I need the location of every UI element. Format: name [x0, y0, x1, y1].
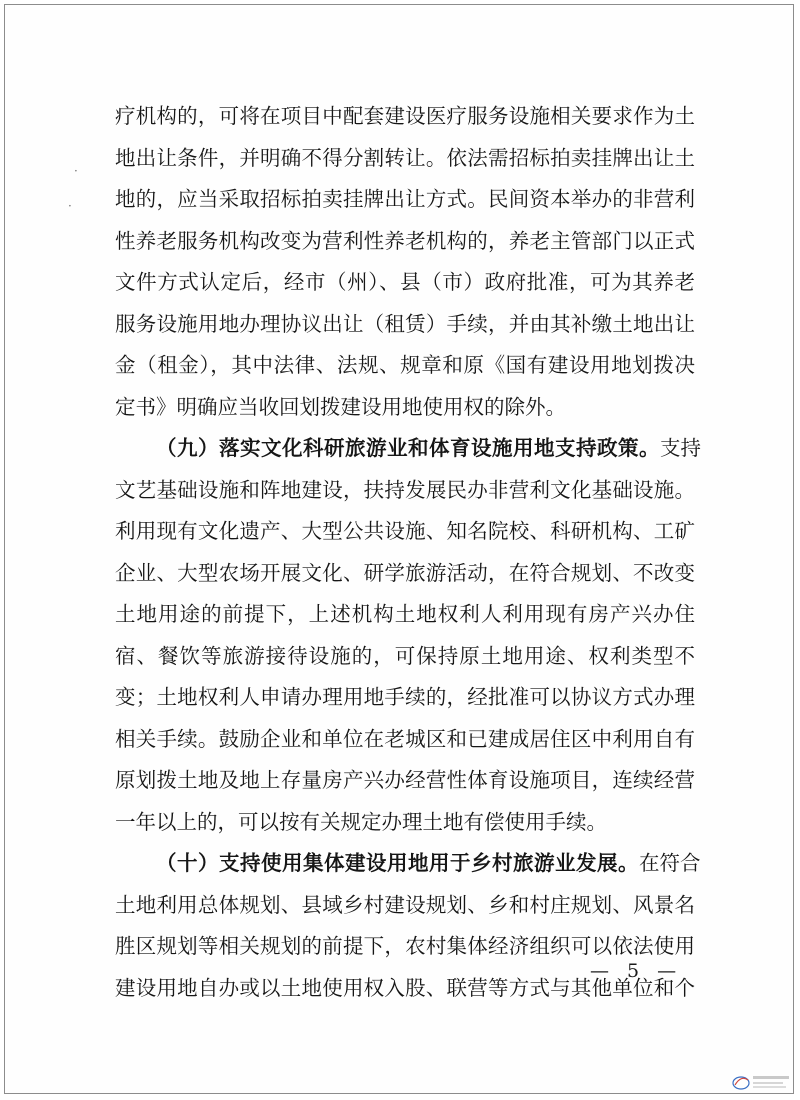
text-line: [115, 138, 695, 180]
text-line: [115, 387, 695, 429]
text-line-content: 地出让条件，并明确不得分割转让。依法需招标拍卖挂牌出让土: [115, 145, 695, 170]
text-line: [115, 719, 695, 761]
text-line: [115, 594, 695, 636]
text-line: [115, 470, 695, 512]
text-line-content: 疗机构的，可将在项目中配套建设医疗服务设施相关要求作为土: [115, 104, 695, 128]
text-line-content: 地的，应当采取招标拍卖挂牌出让方式。民间资本举办的非营利: [115, 187, 695, 211]
text-line: [115, 511, 695, 553]
text-line: [115, 262, 695, 304]
scan-speck: ·: [68, 199, 72, 213]
scan-speck: ·: [74, 164, 78, 178]
text-line: [115, 885, 695, 927]
text-line-content: 服务设施用地办理协议出让（租赁）手续，并由其补缴土地出让: [115, 311, 695, 336]
text-line-content: 利用现有文化遗产、大型公共设施、知名院校、科研机构、工矿: [115, 519, 695, 543]
text-line-content: 定书》明确应当收回划拨建设用地使用权的除外。: [115, 394, 566, 419]
watermark-logo: [731, 1071, 791, 1093]
text-line-content: 一年以上的，可以按有关规定办理土地有偿使用手续。: [115, 809, 607, 834]
heading-continuation: 在符合: [639, 851, 701, 875]
text-line: [115, 553, 695, 595]
text-line-content: 建设用地自办或以土地使用权入股、联营等方式与其他单位和个: [115, 975, 695, 1000]
text-line-content: 文艺基础设施和阵地建设，扶持发展民办非营利文化基础设施。: [115, 477, 695, 502]
text-line-content: 性养老服务机构改变为营利性养老机构的，养老主管部门以正式: [115, 228, 695, 253]
text-line-content: 企业、大型农场开展文化、研学旅游活动，在符合规划、不改变: [115, 560, 695, 585]
section-heading-10: （十）支持使用集体建设用地用于乡村旅游业发展。: [156, 851, 639, 875]
document-body: [115, 96, 701, 1009]
text-line: [115, 179, 695, 221]
section-heading-10-first-line: [115, 843, 701, 885]
text-line: [115, 304, 695, 346]
text-line-content: 原划拨土地及地上存量房产兴办经营性体育设施项目，连续经营: [115, 768, 695, 792]
watermark-icon: [731, 1071, 791, 1093]
text-line-content: 宿、餐饮等旅游接待设施的，可保持原土地用途、权利类型不: [115, 643, 695, 668]
heading-continuation: 支持: [660, 436, 701, 460]
page-number: — 5 —: [590, 960, 683, 982]
text-line: [115, 345, 695, 387]
text-line: [115, 760, 695, 802]
text-line: [115, 221, 695, 263]
text-line: [115, 802, 695, 844]
text-line-content: 土地利用总体规划、县域乡村建设规划、乡和村庄规划、风景名: [115, 892, 695, 917]
text-line-content: 胜区规划等相关规划的前提下，农村集体经济组织可以依法使用: [115, 934, 695, 958]
text-line-content: 变；土地权利人申请办理用地手续的，经批准可以协议方式办理: [115, 685, 695, 709]
text-line-content: 文件方式认定后，经市（州）、县（市）政府批准，可为其养老: [115, 270, 695, 294]
text-line: [115, 636, 695, 678]
text-line-content: 金（租金），其中法律、法规、规章和原《国有建设用地划拨决: [115, 353, 695, 377]
text-line-content: 相关手续。鼓励企业和单位在老城区和已建成居住区中利用自有: [115, 726, 695, 751]
text-line: [115, 96, 695, 138]
text-line-content: 土地用途的前提下，上述机构土地权利人利用现有房产兴办住: [115, 602, 695, 626]
section-heading-9-first-line: [115, 428, 701, 470]
section-heading-9: （九）落实文化科研旅游业和体育设施用地支持政策。: [156, 436, 660, 460]
text-line: [115, 677, 695, 719]
